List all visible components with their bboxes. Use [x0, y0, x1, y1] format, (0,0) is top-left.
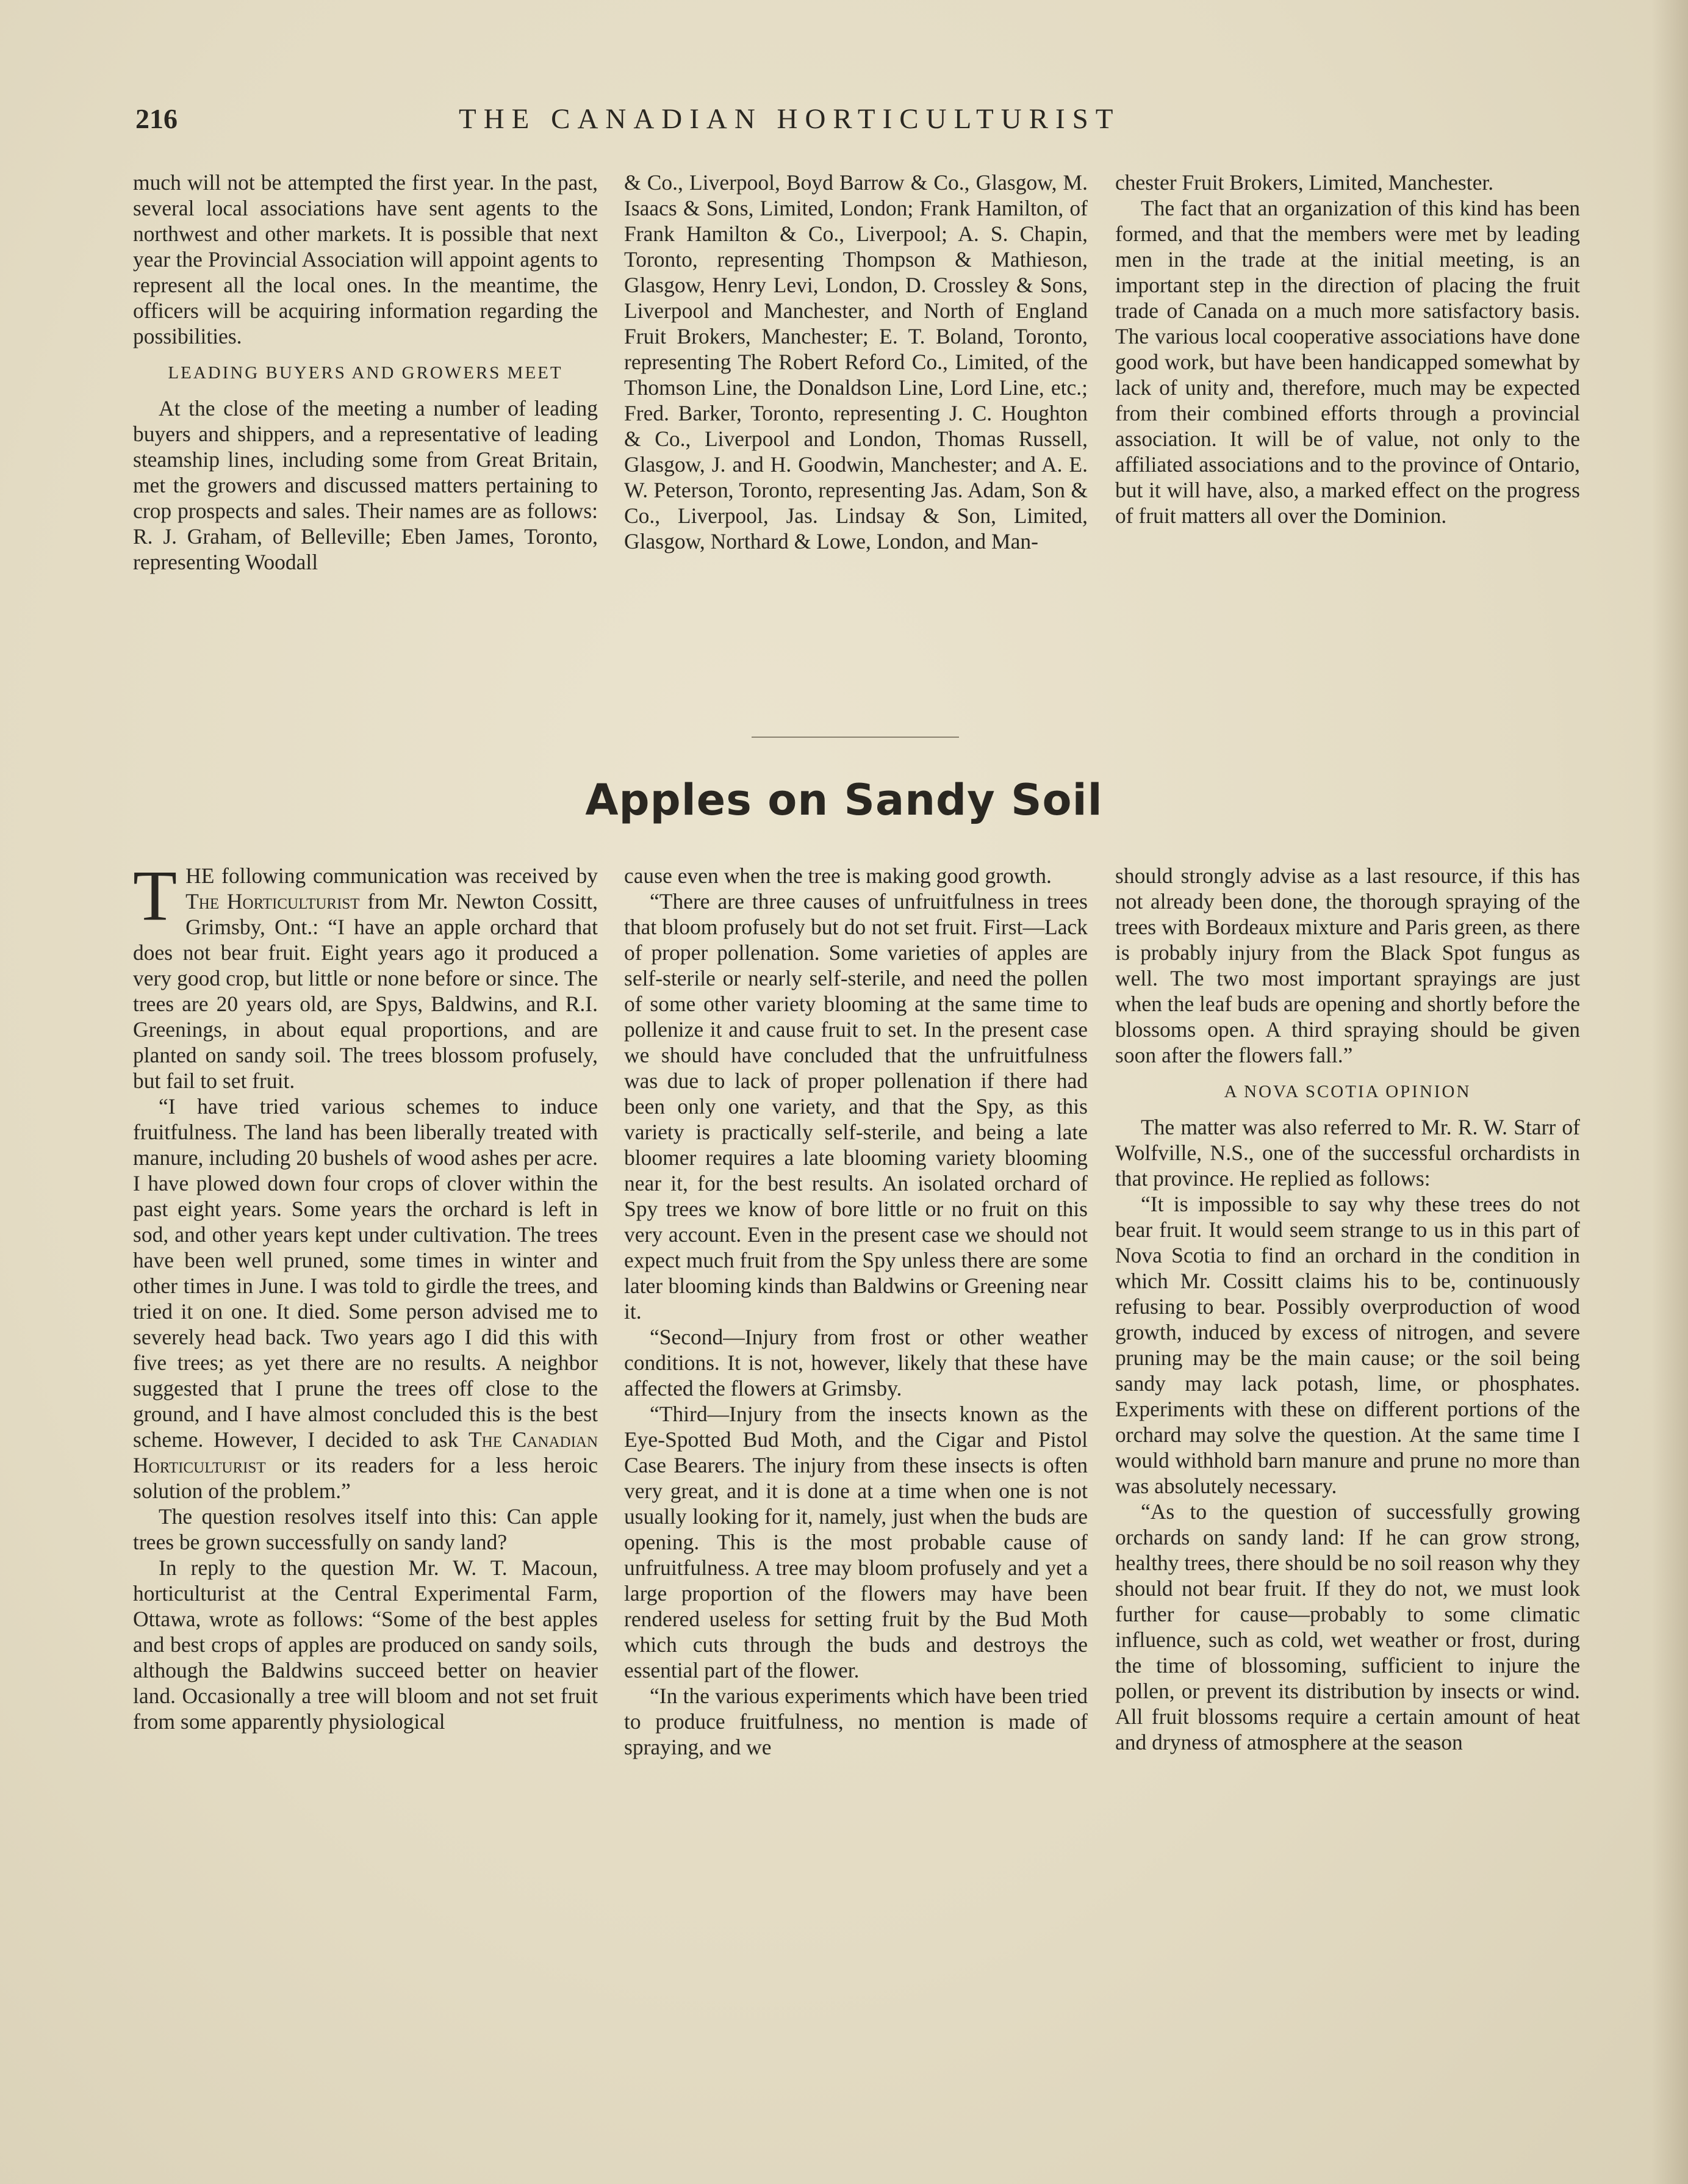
paragraph	[133, 1094, 598, 1504]
paragraph: cause even when the tree is making good growth.	[624, 863, 1052, 888]
paragraph: “In the various experiments which have been tried to produce fruitfulness, no mention is made of spraying, and we	[624, 1684, 1088, 1759]
paragraph: “Third—Injury from the insects known as the Eye-Spotted Bud Moth, and the Cigar and Pistol Case Bearers. The injury from these insects is often very great, and it is done at a time when one is not usually looking for it, namely, just when the buds are opening. This is the most probable cause of unfruitfulness. A tree may bloom profusely and yet a large proportion of the flowers may have been rendered useless for setting fruit by the Bud Moth which cuts through the buds and destroys the essential part of the flower.	[624, 1402, 1088, 1682]
article-column-3	[1115, 863, 1580, 1755]
paragraph: & Co., Liverpool, Boyd Barrow & Co., Glasgow, M. Isaacs & Sons, Limited, London; Frank Hamilton, of Frank Hamilton & Co., Liverpool; A. S. Chapin, Toronto, representing Thompson & Mathieson, Glasgow, Henry Levi, London, D. Crossley & Sons, Liverpool and Manchester, and North of England Fruit Brokers, Manchester; E. T. Boland, Toronto, representing The Robert Reford Co., Limited, of the Thomson Line, the Donaldson Line, Lord Line, etc.; Fred. Barker, Toronto, representing J. C. Houghton & Co., Liverpool and London, Thomas Russell, Glasgow, J. and H. Goodwin, Manchester; and A. E. W. Peterson, Toronto, representing Jas. Adam, Son & Co., Liverpool, Jas. Lindsay & Son, Limited, Glasgow, Northard & Lowe, London, and Man-	[624, 170, 1088, 553]
paragraph: The question resolves itself into this: Can apple trees be grown successfully on sandy land?	[133, 1504, 598, 1554]
paragraph: chester Fruit Brokers, Limited, Manchester.	[1115, 170, 1494, 195]
paragraph: “As to the question of successfully growing orchards on sandy land: If he can grow strong, healthy trees, there should be no soil reason why they should not bear fruit. If they do not, we must look further for cause—probably to some climatic influence, such as cold, wet weather or frost, during the time of blossoming, sufficient to injure the pollen, or prevent its distribution by insects or wind. All fruit blossoms require a certain amount of heat and dryness of atmosphere at the season	[1115, 1499, 1580, 1754]
publication-name: The Horticulturist	[185, 889, 360, 914]
publication-name: The Canadian Horticulturist	[133, 1427, 598, 1477]
paragraph: “It is impossible to say why these trees do not bear fruit. It would seem strange to us in this part of Nova Scotia to find an orchard in the condition in which Mr. Cossitt claims his to be, continuously refusing to bear. Possibly overproduction of wood growth, induced by excess of nitrogen, and severe pruning may be the main cause; or the soil being sandy may lack potash, lime, or phosphates. Experiments with these on different portions of the orchard may solve the question. At the same time I would withhold barn manure and prune no more than was absolutely necessary.	[1115, 1192, 1580, 1498]
running-title: THE CANADIAN HORTICULTURIST	[459, 103, 1121, 135]
paragraph: The fact that an organization of this kind has been formed, and that the members were met by leading men in the trade at the initial meeting, is an important step in the direction of placing the fruit trade of Canada on a much more satisfactory basis. The various local cooperative associations have done good work, but have been handicapped somewhat by lack of unity and, therefore, much may be expected from their combined efforts through a provincial association. It will be of value, not only to the affiliated associations and to the province of Ontario, but it will have, also, a marked effect on the progress of fruit matters all over the Dominion.	[1115, 196, 1580, 528]
top-column-1	[133, 170, 598, 575]
top-column-3	[1115, 170, 1580, 528]
text-run: or its readers for a less heroic solution of the problem.”	[133, 1453, 598, 1503]
section-divider	[752, 737, 959, 738]
paragraph: much will not be attempted the first year. In the past, several local associations have sent agents to the northwest and other markets. It is possible that next year the Provincial Association will appoint agents to represent all the local ones. In the meantime, the officers will be acquiring information regarding the possibilities.	[133, 170, 598, 348]
text-run: “I have tried various schemes to induce fruitfulness. The land has been liberally treated with manure, including 20 bushels of wood ashes per acre. I have plowed down four crops of clover within the past eight years. Some years the orchard is left in sod, and other years kept under cultivation. The trees have been well pruned, some times in winter and other times in June. I was told to girdle the trees, and tried it on one. It died. Some person advised me to severely head back. Two years ago I did this with five trees; as yet there are no results. A neighbor suggested that I prune the trees off close to the ground, and I have almost concluded this is the best scheme. However, I decided to ask	[133, 1094, 598, 1452]
article-column-2	[624, 863, 1088, 1760]
page-number: 216	[135, 103, 178, 134]
article-title: Apples on Sandy Soil	[585, 775, 1103, 825]
top-column-2	[624, 170, 1088, 554]
paragraph: The matter was also referred to Mr. R. W. Starr of Wolfville, N.S., one of the successful orchardists in that province. He replied as follows:	[1115, 1115, 1580, 1191]
paragraph	[133, 856, 598, 1094]
paragraph: “Second—Injury from frost or other weather conditions. It is not, however, likely that these have affected the flowers at Grimsby.	[624, 1325, 1088, 1400]
section-subhead: LEADING BUYERS AND GROWERS MEET	[168, 363, 563, 383]
text-run: HE following communication was received by	[185, 863, 598, 888]
paragraph: In reply to the question Mr. W. T. Macoun, horticulturist at the Central Experimental Farm, Ottawa, wrote as follows: “Some of the best apples and best crops of apples are produced on sandy soils, although the Baldwins succeed better on heavier land. Occasionally a tree will bloom and not set fruit from some apparently physiological	[133, 1555, 598, 1734]
paragraph: “There are three causes of unfruitfulness in trees that bloom profusely but do not set fruit. First—Lack of proper pollenation. Some varieties of apples are self-sterile or nearly self-sterile, and need the pollen of some other variety blooming at the same time to pollenize it and cause fruit to set. In the present case we should have concluded that the unfruitfulness was due to lack of proper pollenation if there had been only one variety, and that the Spy, as this variety is practically self-sterile, and being a late bloomer requires a late blooming variety blooming near it, for the best results. An isolated orchard of Spy trees we know of bore little or no fruit on this very account. Even in the present case we should not expect much fruit from the Spy unless there are some later blooming kinds than Baldwins or Greening near it.	[624, 889, 1088, 1324]
drop-cap: T	[133, 856, 178, 935]
section-subhead: A NOVA SCOTIA OPINION	[1224, 1082, 1471, 1101]
paragraph: should strongly advise as a last resource, if this has not already been done, the thorough spraying of the trees with Bordeaux mixture and Paris green, as there is probably injury from the Black Spot fungus as well. The two most important sprayings are just when the leaf buds are opening and shortly before the blossoms open. A third spraying should be given soon after the flowers fall.”	[1115, 863, 1581, 1067]
text-run: from Mr. Newton Cossitt, Grimsby, Ont.: “I have an apple orchard that does not bear fruit. Eight years ago it produced a very good crop, but little or none before or since. The trees are 20 years old, are Spys, Baldwins, and R.I. Greenings, in about equal proportions, and are planted on sandy soil. The trees blossom profusely, but fail to set fruit.	[133, 889, 598, 1093]
page-header	[135, 103, 1575, 145]
paragraph: At the close of the meeting a number of leading buyers and shippers, and a representative of leading steamship lines, including some from Great Britain, met the growers and discussed matters pertaining to crop prospects and sales. Their names are as follows: R. J. Graham, of Belleville; Eben James, Toronto, representing Woodall	[133, 396, 598, 574]
page-edge-shadow	[1651, 0, 1688, 2184]
article-column-1	[133, 856, 598, 1734]
